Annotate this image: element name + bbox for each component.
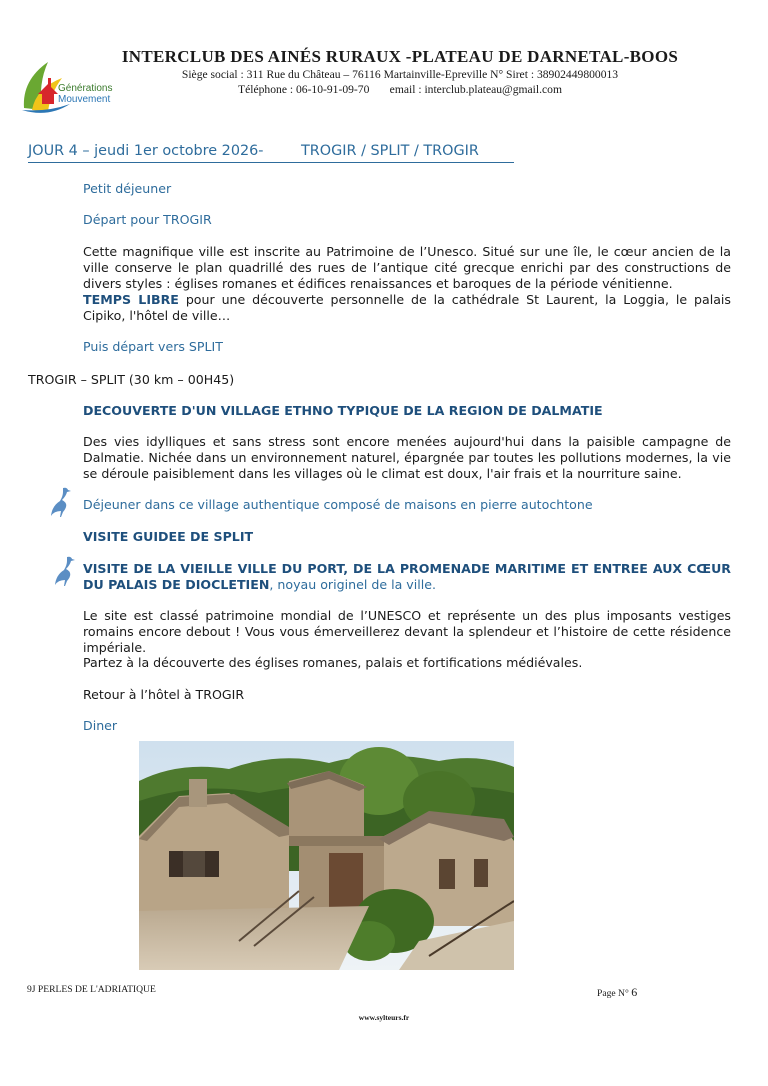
page-number: 6 [631,985,638,999]
free-time-paragraph [83,292,731,324]
logo-text-line1: Générations [58,83,113,94]
day-title [28,143,514,163]
day-label: JOUR 4 – jeudi 1er octobre 2026- [28,143,264,159]
free-time-label: TEMPS LIBRE [83,292,179,307]
footer-url: www.sylteurs.fr [358,1013,410,1022]
transfer-line: TROGIR – SPLIT (30 km – 00H45) [28,372,235,387]
discovery-line: Partez à la découverte des églises romanes, palais et fortifications médiévales. [83,655,583,670]
heron-icon [48,486,72,518]
guided-tour-heading: VISITE GUIDEE DE SPLIT [83,529,254,544]
footer-page [597,985,637,1000]
breakfast-line: Petit déjeuner [83,181,172,196]
old-town-heading: VISITE DE LA VIEILLE VILLE DU PORT, DE LA PROMENADE MARITIME ET ENTREE AUX CŒUR DU PALAIS DE DIOCLETIEN [83,561,731,592]
page-label: Page N° [597,988,629,999]
footer-trip-name: 9J PERLES DE L'ADRIATIQUE [27,984,156,995]
organization-address: Siège social : 311 Rue du Château – 76116 Martainville-Epreville N° Siret : 38902449800013 [181,68,619,81]
old-town-suffix: , noyau originel de la ville. [269,577,436,592]
day-route: TROGIR / SPLIT / TROGIR [301,143,479,159]
free-time-text: pour une découverte personnelle de la cathédrale St Laurent, la Loggia, le palais Cipiko, l'hôtel de ville… [83,292,731,323]
village-photo [139,741,514,970]
departure-trogir-line: Départ pour TROGIR [83,212,212,227]
site-description: Le site est classé patrimoine mondial de l’UNESCO et représente un des plus imposants vestiges romains encore debout ! Vous vous émerveillerez devant la splendeur et l’histoire de cette résidence impériale. [83,608,731,655]
organization-name: INTERCLUB DES AINÉS RURAUX -PLATEAU DE DARNETAL-BOOS [121,47,679,66]
dinner-line: Diner [83,718,118,733]
logo-text-line2: Mouvement [58,94,111,105]
return-line: Retour à l’hôtel à TROGIR [83,687,245,702]
village-description: Des vies idylliques et sans stress sont encore menées aujourd'hui dans la paisible campagne de Dalmatie. Nichée dans un environnement naturel, épargnée par toutes les pollutions modernes, la vie se déroule paisiblement dans les villages où le climat est doux, l'air frais et la nourriture saine. [83,434,731,481]
trogir-description: Cette magnifique ville est inscrite au Patrimoine de l’Unesco. Situé sur une île, le cœur ancien de la ville conserve le plan quadrillé des rues de l’antique cité grecque enrichi par des constructions de divers styles : églises romanes et édifices renaissances et baroques de la période vénitienne. [83,244,731,291]
old-town-paragraph [83,561,731,593]
lunch-line: Déjeuner dans ce village authentique composé de maisons en pierre autochtone [83,497,593,512]
organization-contact: Téléphone : 06-10-91-09-70 email : interclub.plateau@gmail.com [238,83,562,96]
departure-split-line: Puis départ vers SPLIT [83,339,223,354]
heron-icon [52,555,76,587]
village-heading: DECOUVERTE D'UN VILLAGE ETHNO TYPIQUE DE LA REGION DE DALMATIE [83,403,603,418]
